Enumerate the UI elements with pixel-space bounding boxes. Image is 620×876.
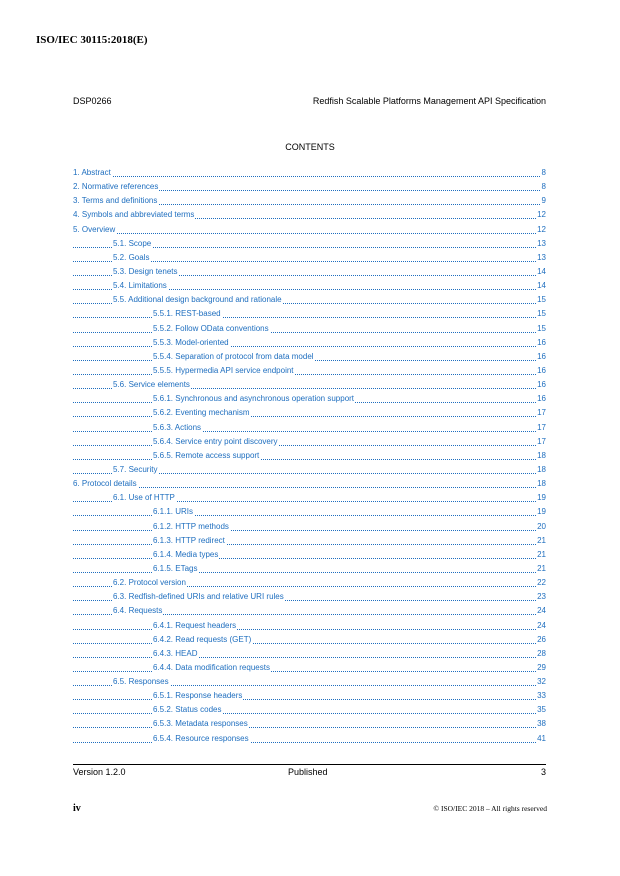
toc-entry[interactable]	[73, 505, 546, 519]
footer-page-number: 3	[540, 767, 546, 777]
toc-entry-page: 18	[536, 449, 546, 463]
toc-entry-page: 12	[536, 208, 546, 222]
toc-entry-page: 26	[536, 633, 546, 647]
contents-heading: CONTENTS	[285, 142, 335, 152]
toc-entry-page: 17	[536, 421, 546, 435]
footer-version: Version 1.2.0	[73, 767, 126, 777]
toc-entry[interactable]	[73, 548, 546, 562]
toc-entry-label: 1. Abstract	[73, 168, 111, 177]
toc-entry[interactable]	[73, 717, 546, 731]
toc-entry-label: 5.5.4. Separation of protocol from data model	[153, 351, 314, 361]
toc-entry-page: 23	[536, 590, 546, 604]
toc-entry[interactable]	[73, 534, 546, 548]
toc-entry-label: 5.6.4. Service entry point discovery	[153, 436, 278, 446]
toc-entry-page: 22	[536, 576, 546, 590]
toc-entry-page: 32	[536, 675, 546, 689]
copyright-notice: © ISO/IEC 2018 – All rights reserved	[433, 804, 547, 813]
toc-entry[interactable]	[73, 223, 546, 237]
toc-entry[interactable]	[73, 732, 546, 746]
toc-entry-label: 6.5.2. Status codes	[153, 705, 222, 715]
toc-entry-label: 2. Normative references	[73, 182, 159, 192]
toc-entry-page: 35	[536, 703, 546, 717]
toc-entry-page: 15	[536, 293, 546, 307]
toc-entry-label: 5.3. Design tenets	[113, 266, 178, 276]
toc-entry-label: 5.5.2. Follow OData conventions	[153, 323, 269, 333]
toc-entry[interactable]	[73, 237, 546, 251]
toc-entry-label: 6.5.1. Response headers	[153, 691, 243, 701]
toc-entry-label: 6.4.4. Data modification requests	[153, 662, 270, 672]
toc-entry[interactable]	[73, 180, 546, 194]
toc-entry-page: 41	[536, 732, 546, 746]
toc-entry-label: 5.4. Limitations	[113, 281, 167, 291]
toc-entry-page: 8	[541, 180, 546, 194]
toc-entry-page: 13	[536, 237, 546, 251]
toc-entry[interactable]	[73, 463, 546, 477]
running-header-doc-title: Redfish Scalable Platforms Management API Specification	[312, 96, 546, 106]
toc-entry-label: 6.4.1. Request headers	[153, 620, 237, 630]
toc-entry-label: 6.1. Use of HTTP	[113, 493, 175, 503]
toc-entry-label: 6.5.4. Resource responses	[153, 733, 249, 743]
table-of-contents	[73, 166, 546, 746]
toc-entry-label: 6.4.3. HEAD	[153, 648, 198, 658]
toc-entry-page: 16	[536, 392, 546, 406]
toc-entry-label: 5.5.5. Hypermedia API service endpoint	[153, 365, 294, 375]
toc-entry[interactable]	[73, 703, 546, 717]
toc-entry[interactable]	[73, 364, 546, 378]
toc-entry-label: 5.7. Security	[113, 464, 158, 474]
toc-entry-label: 5.6.3. Actions	[153, 422, 202, 432]
toc-entry-page: 17	[536, 435, 546, 449]
toc-entry[interactable]	[73, 562, 546, 576]
toc-entry[interactable]	[73, 590, 546, 604]
toc-entry[interactable]	[73, 208, 546, 222]
toc-entry-label: 6.5. Responses	[113, 677, 169, 687]
toc-entry[interactable]	[73, 336, 546, 350]
toc-entry-label: 5.6.2. Eventing mechanism	[153, 408, 250, 418]
toc-entry-page: 29	[536, 661, 546, 675]
toc-entry-label: 5.6.5. Remote access support	[153, 450, 260, 460]
toc-entry[interactable]	[73, 661, 546, 675]
toc-entry-label: 6.2. Protocol version	[113, 578, 186, 588]
toc-entry-label: 6.1.5. ETags	[153, 563, 198, 573]
toc-entry-page: 21	[536, 534, 546, 548]
toc-entry[interactable]	[73, 322, 546, 336]
toc-entry-page: 8	[541, 166, 546, 180]
toc-entry[interactable]	[73, 265, 546, 279]
toc-entry[interactable]	[73, 619, 546, 633]
toc-entry-label: 6.1.2. HTTP methods	[153, 521, 229, 531]
toc-entry-page: 19	[536, 491, 546, 505]
running-header-doc-id: DSP0266	[73, 96, 112, 106]
toc-entry[interactable]	[73, 293, 546, 307]
toc-entry-label: 5. Overview	[73, 224, 116, 234]
toc-entry-page: 16	[536, 336, 546, 350]
toc-entry-page: 24	[536, 604, 546, 618]
toc-entry-page: 21	[536, 562, 546, 576]
toc-entry[interactable]	[73, 421, 546, 435]
toc-entry-page: 18	[536, 463, 546, 477]
toc-entry-label: 6.5.3. Metadata responses	[153, 719, 248, 729]
toc-entry[interactable]	[73, 520, 546, 534]
toc-entry[interactable]	[73, 435, 546, 449]
toc-entry-page: 16	[536, 350, 546, 364]
toc-entry-label: 6.4. Requests	[113, 606, 163, 616]
toc-entry-label: 5.5. Additional design background and rationale	[113, 295, 282, 305]
toc-entry[interactable]	[73, 647, 546, 661]
toc-entry[interactable]	[73, 392, 546, 406]
toc-entry[interactable]	[73, 689, 546, 703]
toc-entry[interactable]	[73, 576, 546, 590]
toc-entry-label: 5.2. Goals	[113, 252, 150, 262]
toc-entry-page: 28	[536, 647, 546, 661]
toc-entry[interactable]	[73, 194, 546, 208]
toc-entry[interactable]	[73, 279, 546, 293]
toc-entry[interactable]	[73, 491, 546, 505]
toc-entry-page: 13	[536, 251, 546, 265]
toc-entry-label: 5.5.3. Model-oriented	[153, 337, 229, 347]
iso-document-id: ISO/IEC 30115:2018(E)	[36, 34, 148, 46]
footer-divider	[73, 764, 546, 765]
roman-page-number: iv	[73, 803, 81, 814]
toc-entry[interactable]	[73, 166, 546, 180]
toc-entry[interactable]	[73, 477, 546, 491]
toc-entry-page: 21	[536, 548, 546, 562]
toc-entry-page: 24	[536, 619, 546, 633]
toc-entry-page: 15	[536, 307, 546, 321]
toc-entry-page: 16	[536, 364, 546, 378]
toc-entry[interactable]	[73, 251, 546, 265]
toc-entry-page: 18	[536, 477, 546, 491]
toc-entry-page: 17	[536, 406, 546, 420]
toc-entry[interactable]	[73, 675, 546, 689]
toc-entry-label: 5.1. Scope	[113, 238, 152, 248]
toc-entry-page: 9	[541, 194, 546, 208]
toc-entry-label: 3. Terms and definitions	[73, 196, 158, 206]
toc-entry-page: 12	[536, 223, 546, 237]
toc-entry-label: 6. Protocol details	[73, 479, 137, 489]
toc-entry[interactable]	[73, 350, 546, 364]
toc-entry-label: 6.1.1. URIs	[153, 507, 194, 517]
toc-entry-page: 14	[536, 265, 546, 279]
toc-entry-label: 6.4.2. Read requests (GET)	[153, 634, 252, 644]
toc-entry-label: 4. Symbols and abbreviated terms	[73, 210, 195, 220]
toc-entry-label: 5.6. Service elements	[113, 380, 190, 390]
toc-entry[interactable]	[73, 406, 546, 420]
toc-entry-page: 38	[536, 717, 546, 731]
toc-entry-page: 15	[536, 322, 546, 336]
toc-entry-page: 14	[536, 279, 546, 293]
toc-entry-label: 6.3. Redfish-defined URIs and relative URI rules	[113, 592, 284, 602]
toc-entry-label: 6.1.3. HTTP redirect	[153, 535, 225, 545]
toc-entry-page: 16	[536, 378, 546, 392]
toc-entry-page: 20	[536, 520, 546, 534]
toc-entry[interactable]	[73, 307, 546, 321]
toc-entry[interactable]	[73, 378, 546, 392]
toc-entry[interactable]	[73, 633, 546, 647]
toc-entry-page: 33	[536, 689, 546, 703]
toc-entry[interactable]	[73, 449, 546, 463]
toc-entry-label: 5.5.1. REST-based	[153, 309, 221, 319]
toc-entry-page: 19	[536, 505, 546, 519]
toc-entry-label: 6.1.4. Media types	[153, 549, 219, 559]
footer-status: Published	[288, 767, 328, 777]
toc-entry-label: 5.6.1. Synchronous and asynchronous operation support	[153, 394, 355, 404]
toc-entry[interactable]	[73, 604, 546, 618]
